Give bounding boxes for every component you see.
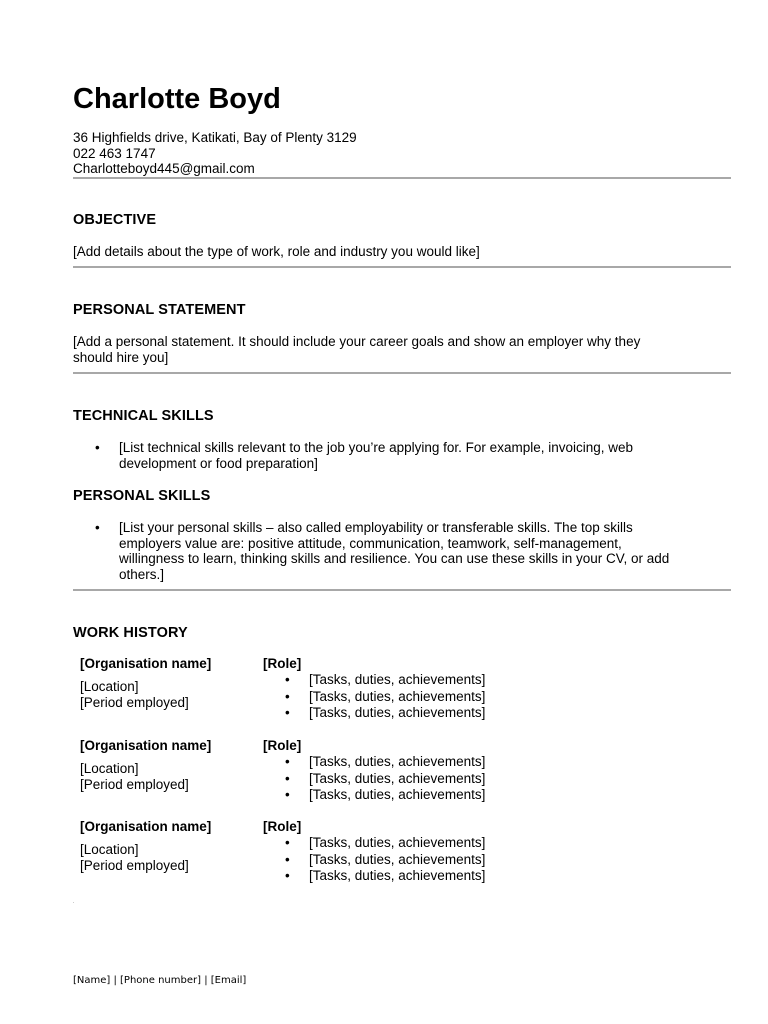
task-item (285, 672, 485, 689)
task-list (285, 754, 485, 804)
job-location: [Location] (80, 842, 139, 857)
bullet: • (95, 520, 100, 535)
task-text: [Tasks, duties, achievements] (309, 868, 486, 883)
organisation-name: [Organisation name] (80, 819, 212, 834)
bullet: • (285, 835, 290, 850)
email-line: Charlotteboyd445@gmail.com (73, 161, 255, 176)
job-entry (80, 819, 720, 899)
task-text: [Tasks, duties, achievements] (309, 770, 486, 786)
job-entry (80, 656, 720, 736)
personal-statement-heading: PERSONAL STATEMENT (73, 302, 246, 318)
task-list (285, 835, 485, 885)
job-period: [Period employed] (80, 858, 189, 873)
job-period: [Period employed] (80, 695, 189, 710)
task-text: [Tasks, duties, achievements] (309, 787, 486, 802)
page-speck (73, 902, 74, 903)
task-text: [Tasks, duties, achievements] (309, 851, 486, 867)
job-period: [Period employed] (80, 777, 189, 792)
organisation-name: [Organisation name] (80, 738, 212, 753)
objective-heading: OBJECTIVE (73, 212, 157, 228)
job-role: [Role] (263, 819, 302, 834)
bullet: • (285, 770, 290, 786)
section-divider (73, 266, 731, 268)
task-item (285, 787, 485, 804)
job-location: [Location] (80, 761, 139, 776)
job-entry (80, 738, 720, 818)
bullet: • (285, 787, 290, 802)
task-item (285, 754, 485, 771)
task-item (285, 852, 485, 869)
work-history-heading: WORK HISTORY (73, 625, 188, 641)
task-item (285, 868, 485, 885)
job-role: [Role] (263, 738, 302, 753)
personal-skills-heading: PERSONAL SKILLS (73, 488, 211, 504)
page-footer: [Name] | [Phone number] | [Email] (73, 975, 247, 986)
bullet: • (95, 440, 100, 455)
bullet: • (285, 705, 290, 720)
job-role: [Role] (263, 656, 302, 671)
bullet: • (285, 754, 290, 769)
phone-line: 022 463 1747 (73, 145, 156, 161)
task-item (285, 689, 485, 706)
task-text: [Tasks, duties, achievements] (309, 672, 486, 687)
task-text: [Tasks, duties, achievements] (309, 754, 486, 769)
technical-skills-heading: TECHNICAL SKILLS (73, 408, 214, 424)
task-text: [Tasks, duties, achievements] (309, 835, 486, 850)
contact-details (73, 130, 357, 177)
organisation-name: [Organisation name] (80, 656, 212, 671)
bullet: • (285, 688, 290, 704)
section-divider (73, 372, 731, 374)
bullet: • (285, 851, 290, 867)
task-list (285, 672, 485, 722)
address-line: 36 Highfields drive, Katikati, Bay of Plenty 3129 (73, 130, 357, 145)
task-text: [Tasks, duties, achievements] (309, 688, 486, 704)
bullet: • (285, 672, 290, 687)
technical-skill-text: [List technical skills relevant to the job you’re applying for. For example, invoicing, web development or food preparation] (119, 440, 634, 471)
candidate-name: Charlotte Boyd (73, 83, 281, 115)
section-divider (73, 177, 731, 179)
bullet: • (285, 868, 290, 883)
section-divider (73, 589, 731, 591)
task-item (285, 705, 485, 722)
task-item (285, 771, 485, 788)
task-text: [Tasks, duties, achievements] (309, 705, 486, 720)
objective-text: [Add details about the type of work, role and industry you would like] (73, 244, 480, 259)
personal-skill-text: [List your personal skills – also called employability or transferable skills. The top skills employers value are: positive attitude, communication, teamwork, self-management, willingness to learn, thinking skills and resilience. You can use these skills in your CV, or add others.] (119, 520, 670, 582)
task-item (285, 835, 485, 852)
personal-statement-text: [Add a personal statement. It should include your career goals and show an employer why they should hire you] (73, 334, 641, 365)
job-location: [Location] (80, 679, 139, 694)
